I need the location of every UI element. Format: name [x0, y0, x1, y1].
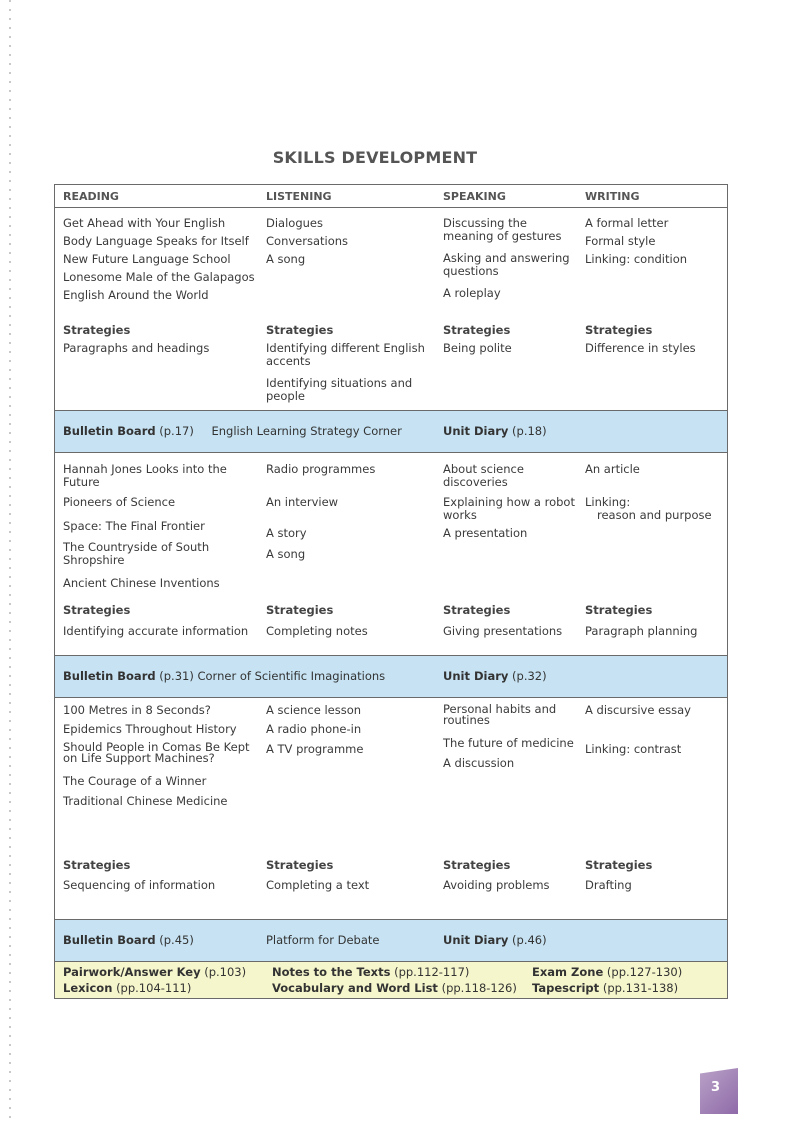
diary-page: (p.18): [512, 424, 547, 438]
diary-label: Unit Diary: [443, 933, 509, 947]
unit-2-reading: [63, 463, 259, 595]
list-item: Personal habits and routines: [443, 702, 557, 727]
list-item: Paragraphs and headings: [63, 341, 210, 355]
notes-label: Notes to the Texts: [272, 965, 391, 979]
list-item: reason and purpose: [597, 508, 712, 522]
unit-1-content: [55, 208, 727, 410]
list-item: Linking:: [585, 495, 631, 509]
unit-3-strategies-speaking: [443, 859, 579, 897]
pairwork-label: Pairwork/Answer Key: [63, 965, 201, 979]
list-item: A story: [266, 526, 307, 540]
notes-entry: [272, 966, 532, 979]
unit-1-strategies-listening: [266, 324, 436, 408]
unit-3-strategies-listening: [266, 859, 436, 897]
lexicon-label: Lexicon: [63, 981, 113, 995]
pairwork-pages: (p.103): [204, 965, 247, 979]
list-item: Epidemics Throughout History: [63, 722, 237, 736]
list-item: Dialogues: [266, 216, 323, 230]
strategies-heading: Strategies: [266, 858, 334, 872]
strategies-heading: Strategies: [266, 603, 334, 617]
diary-label: Unit Diary: [443, 424, 509, 438]
unit-1-diary: [443, 425, 579, 438]
list-item: Body Language Speaks for Itself: [63, 234, 249, 248]
list-item: Linking: condition: [585, 252, 688, 266]
list-item: Radio programmes: [266, 462, 376, 476]
strategies-heading: Strategies: [585, 603, 653, 617]
unit-1-bulletin: [63, 425, 443, 438]
vocab-label: Vocabulary and Word List: [272, 981, 438, 995]
unit-3-reading: [63, 704, 259, 813]
unit-2-diary: [443, 670, 579, 683]
reference-footer: [55, 962, 727, 998]
strategies-heading: Strategies: [63, 858, 131, 872]
unit-1-strategies-reading: [63, 324, 259, 360]
list-item: A discussion: [443, 756, 515, 770]
strategies-heading: Strategies: [266, 323, 334, 337]
vocab-entry: [272, 982, 532, 995]
list-item: Hannah Jones Looks into the Future: [63, 462, 227, 489]
page-number: 3: [711, 1080, 721, 1095]
list-item: Identifying accurate information: [63, 624, 249, 638]
unit-2-speaking: [443, 463, 579, 545]
unit-2-bulletin: [63, 670, 443, 683]
list-item: A roleplay: [443, 286, 501, 300]
unit-2-listening: [266, 463, 436, 566]
unit-2-strategies-reading: [63, 604, 259, 643]
unit-3-bulletin: [63, 934, 259, 947]
list-item: A science lesson: [266, 703, 362, 717]
notes-pages: (pp.112-117): [394, 965, 470, 979]
list-item: A discursive essay: [585, 703, 691, 717]
bulletin-label: Bulletin Board: [63, 424, 156, 438]
list-item: 100 Metres in 8 Seconds?: [63, 703, 211, 717]
list-item: Paragraph planning: [585, 624, 698, 638]
unit-3-strategies-writing: [585, 859, 723, 897]
bulletin-topic: Corner of Scientific Imaginations: [197, 669, 386, 683]
unit-3-strategies-reading: [63, 859, 259, 897]
unit-2-writing: [585, 463, 723, 522]
list-item: New Future Language School: [63, 252, 231, 266]
list-item: Conversations: [266, 234, 349, 248]
unit-1-strategies-writing: [585, 324, 723, 360]
unit-2-strategies-listening: [266, 604, 436, 643]
pairwork-entry: [63, 966, 268, 979]
tapescript-entry: [532, 982, 724, 995]
unit-2-strategies-writing: [585, 604, 723, 643]
bulletin-topic: Platform for Debate: [266, 933, 380, 947]
list-item: The Countryside of South Shropshire: [63, 540, 210, 567]
list-item: English Around the World: [63, 288, 209, 302]
strategies-heading: Strategies: [585, 858, 653, 872]
bulletin-page: (p.31): [159, 669, 194, 683]
unit-3-diary: [443, 934, 579, 947]
list-item: Ancient Chinese Inventions: [63, 576, 220, 590]
tapescript-pages: (pp.131-138): [602, 981, 679, 995]
list-item: Get Ahead with Your English: [63, 216, 226, 230]
list-item: Difference in styles: [585, 341, 696, 355]
table-header: [55, 185, 727, 208]
diary-page: (p.32): [512, 669, 547, 683]
vocab-pages: (pp.118-126): [441, 981, 517, 995]
list-item: A song: [266, 252, 306, 266]
unit-3-listening: [266, 704, 436, 761]
list-item: A song: [266, 547, 306, 561]
strategies-heading: Strategies: [63, 323, 131, 337]
list-item: A radio phone-in: [266, 722, 362, 736]
unit-2-content: [55, 453, 727, 655]
unit-1-strategies-speaking: [443, 324, 579, 360]
list-item: A presentation: [443, 526, 528, 540]
list-item: Giving presentations: [443, 624, 563, 638]
list-item: Completing notes: [266, 624, 368, 638]
bulletin-label: Bulletin Board: [63, 669, 156, 683]
unit-3-speaking: [443, 704, 579, 775]
list-item: Space: The Final Frontier: [63, 519, 205, 533]
strategies-heading: Strategies: [443, 603, 511, 617]
unit-1-listening: [266, 217, 436, 271]
bulletin-page: (p.17): [159, 424, 194, 438]
exam-pages: (pp.127-130): [606, 965, 683, 979]
lexicon-entry: [63, 982, 268, 995]
list-item: Should People in Comas Be Kept on Life Support Machines?: [63, 740, 250, 765]
unit-2-strategies-speaking: [443, 604, 579, 643]
page-title: SKILLS DEVELOPMENT: [272, 148, 478, 167]
strategies-heading: Strategies: [443, 323, 511, 337]
list-item: Identifying different English accents: [266, 341, 425, 368]
list-item: A formal letter: [585, 216, 669, 230]
list-item: Being polite: [443, 341, 512, 355]
list-item: Explaining how a robot works: [443, 495, 575, 522]
list-item: A TV programme: [266, 742, 364, 756]
list-item: Completing a text: [266, 878, 370, 892]
footer-col-2: [272, 966, 532, 995]
list-item: Pioneers of Science: [63, 495, 176, 509]
header-speaking: SPEAKING: [443, 190, 506, 203]
list-item: Traditional Chinese Medicine: [63, 794, 228, 808]
header-reading: READING: [63, 190, 119, 203]
bulletin-page: (p.45): [159, 933, 194, 947]
unit-2-bulletin-bar: [55, 655, 727, 698]
bulletin-label: Bulletin Board: [63, 933, 156, 947]
diary-page: (p.46): [512, 933, 547, 947]
strategies-heading: Strategies: [63, 603, 131, 617]
unit-3-bulletin-bar: [55, 919, 727, 962]
list-item: Discussing the meaning of gestures: [443, 216, 562, 243]
footer-col-3: [532, 966, 724, 995]
list-item: An interview: [266, 495, 339, 509]
skills-table: [54, 184, 728, 999]
list-item: The future of medicine: [443, 736, 574, 750]
list-item: Sequencing of information: [63, 878, 216, 892]
unit-3-content: [55, 698, 727, 919]
list-item: Lonesome Male of the Galapagos: [63, 270, 255, 284]
unit-1-reading: [63, 217, 259, 307]
tapescript-label: Tapescript: [532, 981, 600, 995]
diary-label: Unit Diary: [443, 669, 509, 683]
list-item: Drafting: [585, 878, 632, 892]
footer-col-1: [63, 966, 268, 995]
list-item: Identifying situations and people: [266, 376, 413, 403]
unit-3-writing: [585, 704, 723, 761]
header-listening: LISTENING: [266, 190, 332, 203]
unit-1-bulletin-bar: [55, 410, 727, 453]
list-item: An article: [585, 462, 640, 476]
list-item: About science discoveries: [443, 462, 524, 489]
list-item: The Courage of a Winner: [63, 774, 207, 788]
list-item: Asking and answering questions: [443, 251, 570, 278]
header-writing: WRITING: [585, 190, 640, 203]
binding-margin: [9, 0, 11, 1123]
lexicon-pages: (pp.104-111): [116, 981, 192, 995]
unit-1-speaking: [443, 217, 579, 305]
exam-entry: [532, 966, 724, 979]
list-item: Avoiding problems: [443, 878, 550, 892]
list-item: Linking: contrast: [585, 742, 682, 756]
strategies-heading: Strategies: [585, 323, 653, 337]
unit-1-writing: [585, 217, 723, 271]
strategies-heading: Strategies: [443, 858, 511, 872]
list-item: Formal style: [585, 234, 656, 248]
exam-label: Exam Zone: [532, 965, 604, 979]
bulletin-topic: English Learning Strategy Corner: [211, 424, 402, 438]
